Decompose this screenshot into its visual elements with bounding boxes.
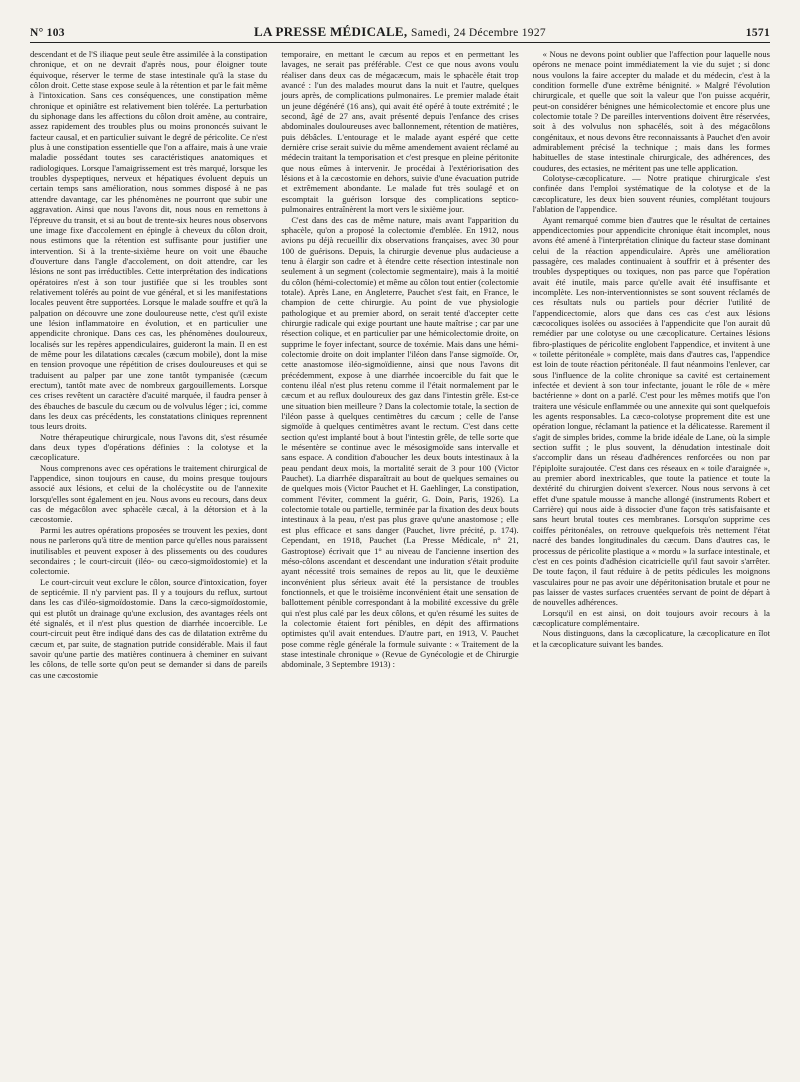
paragraph: Le court-circuit veut exclure le côlon, source d'intoxication, foyer de septicémie. Il n'y parvient pas. Il y a toujours du reflux, surtout dans les cas d'iléo-sigmoïdostomie. Dans la cæco-sigmoïdostomie, qui est plutôt un drainage qu'une exclusion, des avantages réels ont été signalés, et il n'est plus question de diarrhée incoercible. Le court-circuit peut être indiqué dans des cas de dilatation extrême du cæcum et, par suite, de stagnation putride considérable. Mais il faut savoir qu'une partie des matières continuera à cheminer en suivant les côlons, de telle sorte qu'on peut se demander si dans de pareils cas une cæcostomie — [30, 576, 268, 680]
section-paragraph: Colotyse-cæcoplicature. — Notre pratique chirurgicale s'est confinée dans l'emploi systématique de la colotyse et de la cæcoplicature, les deux bien souvent réunies, complétant toujours l'ablation de l'appendice. — [532, 173, 770, 215]
page-header — [30, 24, 770, 43]
journal-title: LA PRESSE MÉDICALE, — [254, 24, 408, 39]
paragraph: Nous comprenons avec ces opérations le traitement chirurgical de l'appendice, sinon toujours en cause, du moins presque toujours associé aux lésions, et celui de la cholécystite ou de l'annexite lorsqu'elles sont également en jeu. Nous avons eu recours, dans deux cas de mégacôlon avec sphacèle cæcal, à la détorsion et à la cæcostomie. — [30, 462, 268, 525]
paragraph: C'est dans des cas de même nature, mais avant l'apparition du sphacèle, qu'on a proposé la colectomie d'emblée. En 1912, nous avions pu déjà recueillir dix observations françaises, avec 30 pour 100 de guérisons. Depuis, la chirurgie devenue plus audacieuse a tenu à élargir son cadre et à étendre cette résection intestinale non seulement à un segment (colectomie segmentaire), mais à la moitié du côlon (hémi-colectomie) et même au côlon tout entier (colectomie totale). Après Lane, en Angleterre, Pauchet s'est fait, en France, le champion de cette chirurgie. Au point de vue physiologie pathologique et au premier abord, on serait tenté d'accepter cette chirurgie radicale qui exige pourtant une haute maîtrise ; car par une résection colique, et en particulier par une hémicolectomie droite, on supprime le foyer infectant, source de toxémie. Mais dans une hémi-colectomie droite on doit implanter l'iléon dans l'anse sigmoïde. Or, cette anastomose iléo-sigmoïdienne, ainsi que nous l'avons dit précédemment, expose à une diarrhée incoercible du fait que le contenu iléal n'est plus retenu comme il l'était normalement par le cæcum et au reflux douloureux des gaz dans l'intestin grêle. Est-ce une situation bien meilleure ? Dans la colectomie totale, la section de l'iléon passe à quelques centimètres du cæcum ; celle de l'anse sigmoïde à quelques centimètres avant le rectum. C'est dans cette section qu'est implanté bout à bout l'intestin grêle, de telle sorte que le mésentère se continue avec le mésosigmoïde sans intervalle et sans espace. A condition d'aboucher les deux bouts intestinaux à la peau pendant deux mois, la mortalité serait de 3 pour 100 (Victor Pauchet). La diarrhée disparaîtrait au bout de quelques semaines ou de quelques mois (Victor Pauchet et H. Gaehlinger, La constipation, comment l'éviter, comment la guérir, G. Doin, Paris, 1926). La colectomie totale ou partielle, terminée par la fixation des deux bouts intestinaux à la peau, n'est pas plus grave qu'une anastomose ; elle est plus efficace et sans danger (Pauchet, livre précité, p. 174). Cependant, en 1918, Pauchet (La Presse Médicale, n° 21, Gastroptose) écrivait que 1° au niveau de l'ancienne insertion des méso-côlons ascendant et descendant une induration s'était produite ayant nécessité trois semaines de repos au lit, que le deuxième inconvénient plus sérieux avait été la persistance de troubles fonctionnels, et que le troisième inconvénient était une sensation de ballottement pénible correspondant à la mobilité excessive du grêle qui n'est plus calé par les deux côlons, et qu'en résumé les suites de la colectomie étaient fort pénibles, en dépit des affirmations optimistes qu'il avait entendues. D'autre part, en 1913, V. Pauchet pose comme règle générale la formule suivante : « Traitement de la stase intestinale chronique » (Revue de Gynécologie et de Chirurgie abdominale, 3 Septembre 1913) : — [281, 214, 519, 670]
issue-date: Samedi, 24 Décembre 1927 — [411, 27, 546, 39]
paragraph: Nous distinguons, dans la cæcoplicature, la cæcoplicature en îlot et la cæcoplicature suivant les bandes. — [532, 628, 770, 649]
column-3 — [533, 49, 770, 1067]
paragraph: temporaire, en mettant le cæcum au repos et en permettant les lavages, ne serait pas préférable. C'est ce que nous avons voulu réaliser dans deux cas de mégacæcum, mais le sphacèle était trop avancé : l'un des malades mourut dans la nuit et l'autre, quelques jours après, de complications pulmonaires. Le premier malade était un jeune dégénéré (16 ans), qui avait été opéré à toute extrémité ; le second, âgé de 27 ans, avait présenté depuis l'enfance des crises abdominales douloureuses avec ballonnement, rétention de matières, puis débâcles. L'entourage et le malade ayant espéré que cette dernière crise serait suivie du même amendement avaient réclamé au médecin traitant la temporisation et c'est presque en pleine péritonite que nous eûmes à intervenir. Je procédai à l'extériorisation des lésions et à la cæcostomie en dehors, suivie d'une évacuation putride et extrêmement abondante. Le malade fut très soulagé et on escomptait la guérison lorsque des complications septico-pulmonaires entraînèrent la mort vers le sixième jour. — [281, 49, 519, 215]
paragraph: Parmi les autres opérations proposées se trouvent les pexies, dont nous ne parlerons qu'à titre de mention parce qu'elles nous paraissent inutilisables et peuvent exposer à des plissements ou des coudures secondaires ; le court-circuit (iléo- ou cæco-sigmoïdostomie) et la colectomie. — [30, 524, 268, 577]
issue-number: N° 103 — [30, 27, 65, 39]
column-1 — [30, 49, 267, 1067]
paragraph: Ayant remarqué comme bien d'autres que le résultat de certaines appendicectomies pour appendicite chronique était incomplet, nous avons été amené à l'interprétation clinique du facteur stase dominant celui de la réaction appendiculaire. Après une amélioration passagère, ces malades continuaient à souffrir et à présenter des troubles dyspeptiques ou toxiques, non pas parce que l'opération avait été inutile, mais parce qu'elle avait été insuffisante et incomplète. Les non-interventionnistes se sont souvent réclamés de ces résultats nuls ou partiels pour décrier l'utilité de l'appendicectomie, alors que dans ces cas c'est aux lésions cæcocoliques isolées ou associées à l'appendicite que l'on aurait dû remédier par une colotyse ou une cæcoplicature. Certaines lésions fibro-plastiques de péricolite englobent l'appendice, et invitent à une « toilette péritonéale » complète, mais dans d'autres cas, l'appendice est loin de toute réaction péritonéale. Il faut néanmoins l'enlever, car sous l'influence de la colite chronique sa cavité est certainement infectée et devient à son tour infectante, jouant le rôle de « mère bactérienne » dont on a parlé. C'est pour les mêmes motifs que l'on traitera une vésicule enflammée ou une annexite qui sont quelquefois les agents responsables. La cæco-colotyse proprement dite est une opération longue, réclamant la patience et la délicatesse. Rarement il s'agit de simples brides, comme la bride idéale de Lane, où la simple section suffit ; le plus souvent, la dénudation intestinale doit s'accomplir dans un réseau d'adhérences renforcées ou non par l'épiploïte surajoutée. C'est dans ces réseaux en « toile d'araignée », au premier abord inextricables, que toute la patience et toute la dextérité du chirurgien doivent s'exercer. Nous nous servons à cet effet d'une spatule mousse à manche allongé (instruments Robert et Carrière) qui nous aide à dissocier d'une façon très satisfaisante et sans heurt brutal toutes ces membranes. Lorsqu'on supprime ces coiffes péritonéales, on retrouve quelquefois très nettement l'état nacré des bandes longitudinales du cæcum. Dans d'autres cas, le processus de péricolite plastique a « mordu » la surface intestinale, et c'est en ces points d'adhésion cicatricielle qu'il faut savoir s'arrêter. De toute façon, il faut réduire à de petits pédicules les moignons vasculaires pour ne pas avoir une dépéritonisation brutale et pour ne pas laisser de vastes surfaces cruentées servant de point de départ à de nouvelles adhérences. — [532, 214, 770, 608]
paragraph: Notre thérapeutique chirurgicale, nous l'avons dit, s'est résumée dans deux types d'opérations définies : la colotyse et la cæcoplicature. — [30, 431, 268, 463]
paragraph: « Nous ne devons point oublier que l'affection pour laquelle nous opérons ne menace point immédiatement la vie du sujet ; si donc nous voulons la faire accepter du malade et du médecin, c'est à la condition formelle d'une extrême bénignité. » Malgré l'évolution chirurgicale, et quelle que soit la valeur que l'on puisse acquérir, peut-on considérer bénignes une hémicolectomie et encore plus une colectomie totale ? De pareilles interventions doivent être réservées, soit à des volvulus non sphacélés, soit à des mégacôlons congénitaux, et nous devons être reconnaissants à Pauchet d'en avoir admirablement précisé la technique ; mais dans les formes habituelles de stase intestinale chirurgicale, des adhérences, des coudures, des ectasies, ne méritent pas une telle application. — [532, 49, 770, 173]
paragraph: Lorsqu'il en est ainsi, on doit toujours avoir recours à la cæcoplicature complémentaire. — [532, 607, 770, 628]
column-2 — [281, 49, 518, 1067]
paragraph: descendant et de l'S iliaque peut seule être assimilée à la constipation chronique, et on ne devrait d'après nous, pour éloigner toute équivoque, réserver le terme de stase intestinale qu'à la stase du côlon droit. Cette stase expose seule à la rétention et par le fait même à l'intoxication. Sans ces conséquences, une constipation même chronique et opiniâtre est relativement bien tolérée. La perturbation du siphonage dans les affections du côlon droit amène, au contraire, assez rapidement des troubles plus ou moins prononcés suivant le facteur causal, et en particulier suivant le degré de péricolite. Ce n'est plus à une constipation essentielle que l'on a affaire, mais à une vraie maladie possédant toutes ses caractéristiques anatomiques et radiologiques. Lorsque l'amaigrissement est très marqué, lorsque les troubles dyspeptiques, nerveux et hépatiques évoluent depuis un certain temps sans amélioration, nous sommes disposé à ne pas attendre davantage, car les phénomènes ne pourront que subir une aggravation. Ainsi que nous l'avons dit, nous nous en remettons à l'épreuve du transit, et si au bout de trente-six heures nous observons une image fixe d'accolement en épingle à cheveux du côlon droit, nous estimons que la rétention est suffisante pour justifier une intervention. Si à la trente-sixième heure on voit une ébauche d'ouverture dans l'angle d'accolement, on doit attendre, car les lésions ne sont pas irréductibles. Cette interprétation des indications opératoires n'est à son tour justifiée que si les troubles sont relativement tolérés au point de vue général, et si les manifestations locales peuvent être supportées. Lorsque le malade souffre et qu'à la palpation on découvre une zone douloureuse nette, c'est qu'il existe une lésion inflammatoire en évolution, et en particulier une appendicite chronique. Dans ces cas, les phénomènes douloureux, localisés sur les repères appendiculaires, guideront la main. Il en est de même pour les dilatations cæcales (cæcum mobile), dont la mise en tension provoque une répétition de crises douloureuses et qui se traduisent au palper par une zone tantôt tympanisée (cæcum erectum), tantôt mate avec de nombreux gargouillements. Lorsque ces crises revêtent un caractère d'acuité marquée, il faudra penser à des ébauches de bascule du cæcum ou de volvulus léger ; ici, comme dans les deux cas précédents, les constatations cliniques reprennent tous leurs droits. — [30, 49, 268, 432]
text-columns — [30, 49, 770, 1067]
page-number: 1571 — [745, 27, 770, 39]
journal-title-line — [120, 24, 680, 40]
